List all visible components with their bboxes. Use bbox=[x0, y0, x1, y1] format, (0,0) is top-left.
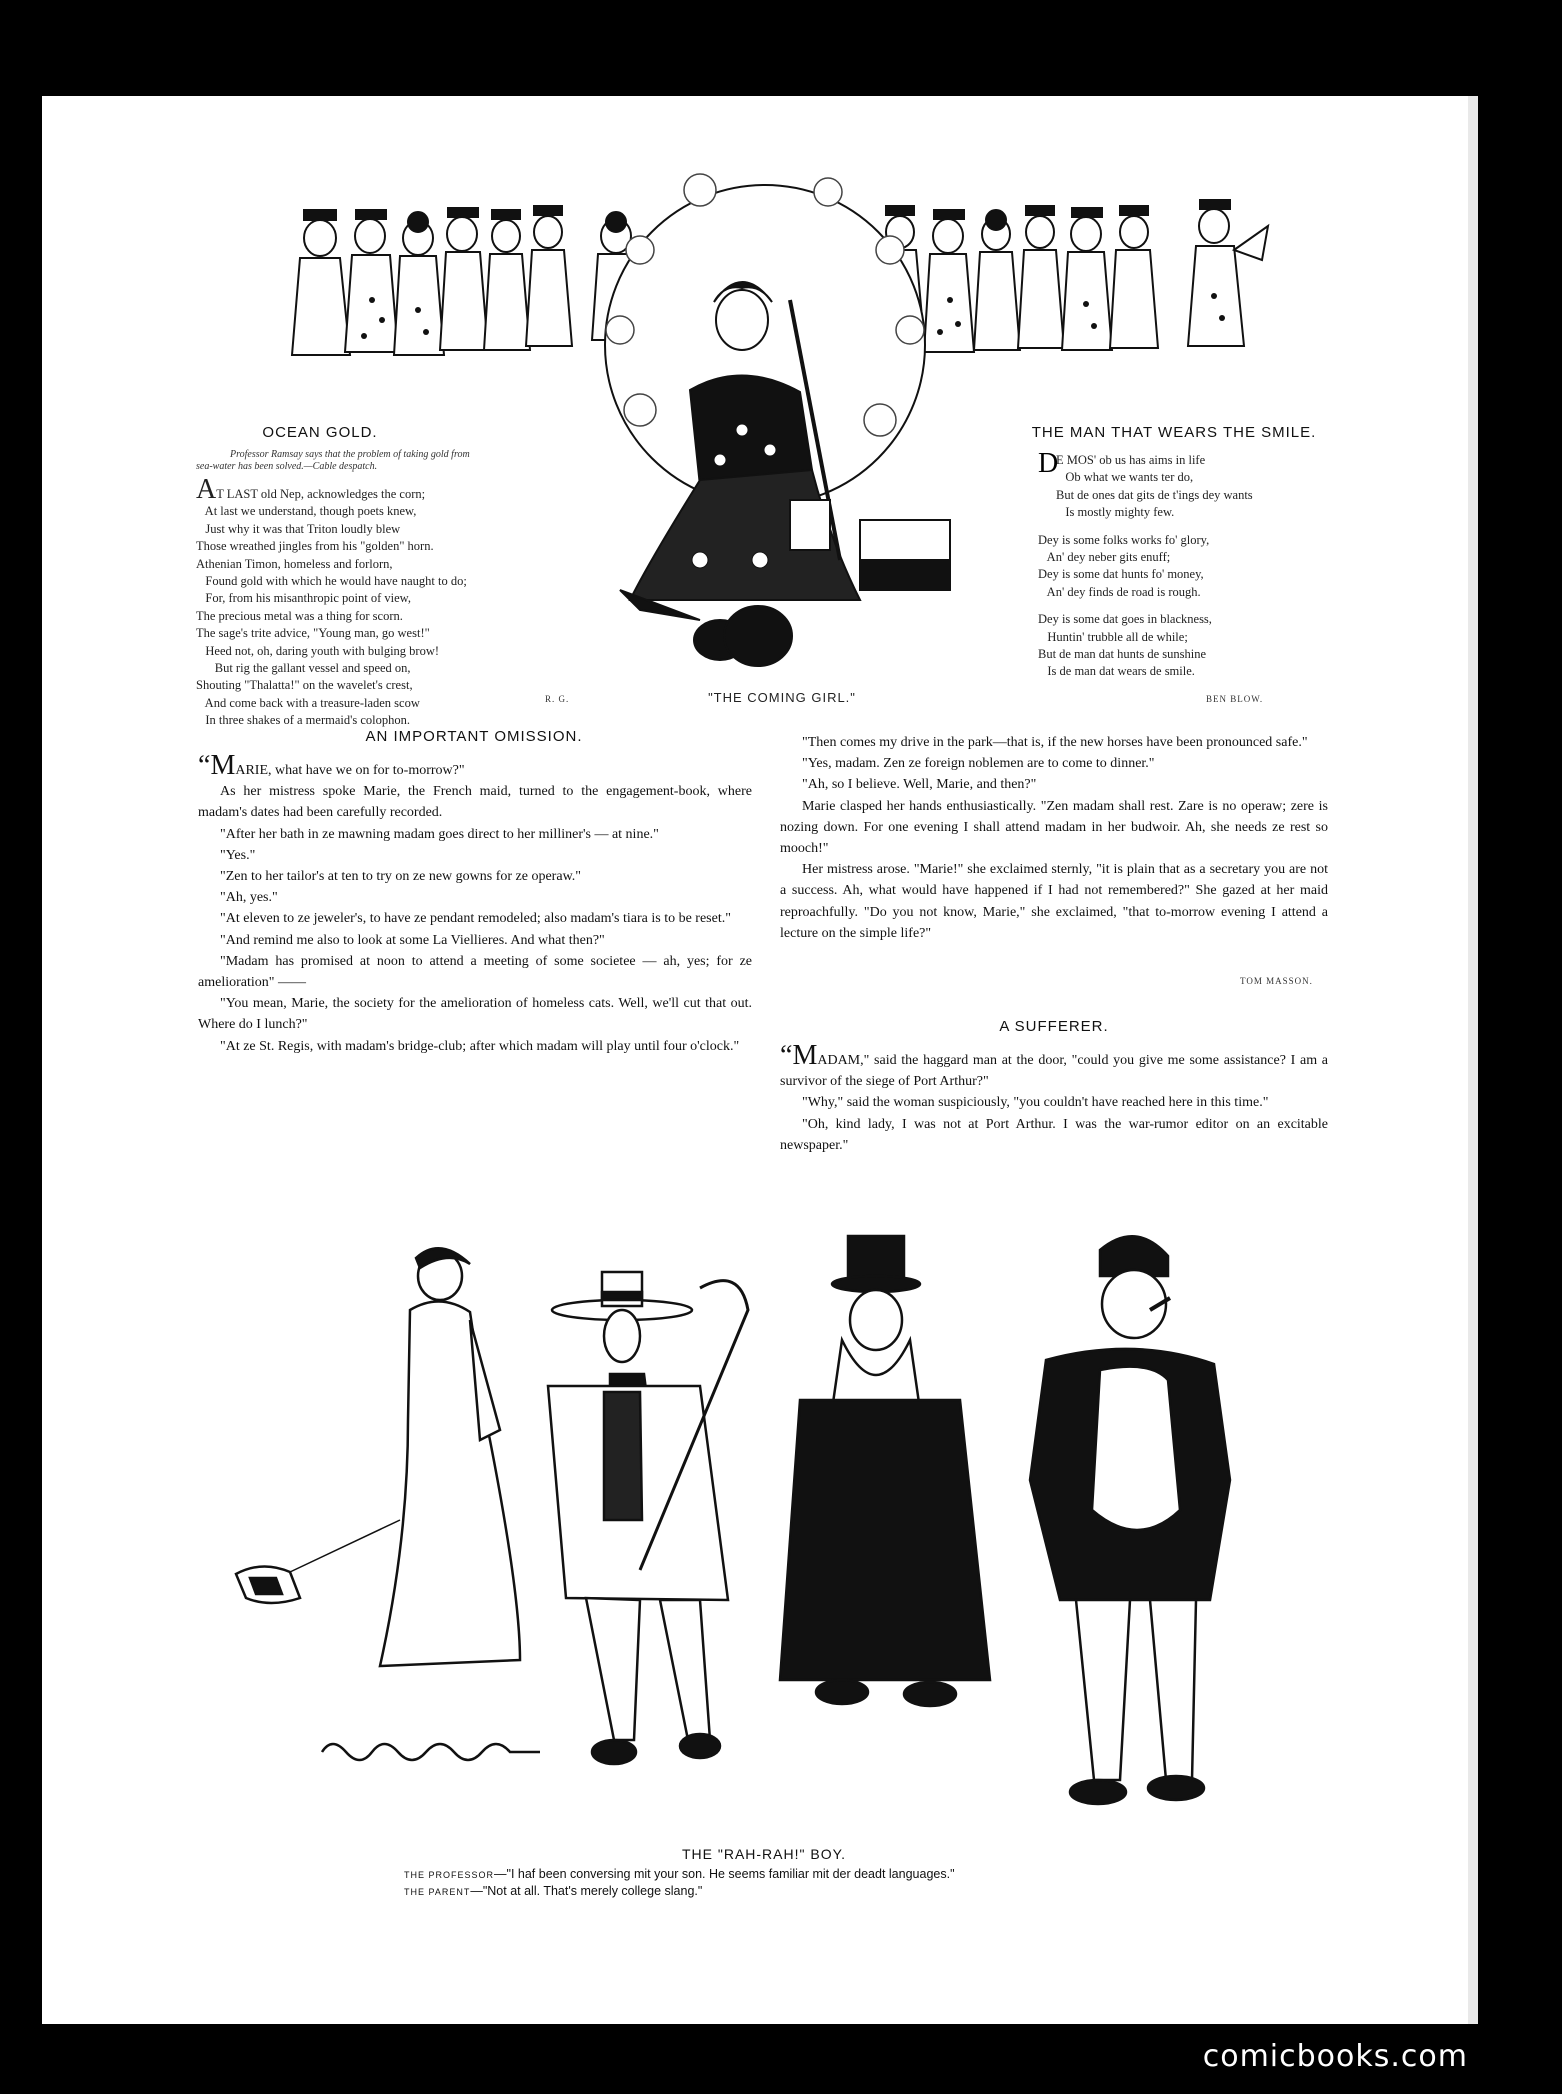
omission-paragraph: "After her bath in ze mawning madam goes direct to her milliner's — at nine." bbox=[220, 826, 659, 842]
omission-column-1 bbox=[198, 750, 752, 1057]
ocean-gold-line: Just why it was that Triton loudly blew bbox=[196, 521, 401, 536]
coming-girl-caption: "THE COMING GIRL." bbox=[708, 690, 856, 705]
sufferer-paragraph: "Oh, kind lady, I was not at Port Arthur. I was the war-rumor editor on an excitable newspaper." bbox=[780, 1116, 1328, 1153]
omission-paragraph: "Yes." bbox=[220, 847, 256, 863]
sufferer-text bbox=[780, 1040, 1328, 1156]
ocean-gold-line: Heed not, oh, daring youth with bulging brow! bbox=[196, 643, 440, 658]
omission-paragraph: "Yes, madam. Zen ze foreign noblemen are to come to dinner." bbox=[802, 756, 1155, 772]
omission-signature: TOM MASSON. bbox=[1240, 976, 1313, 986]
ocean-gold-line: The sage's trite advice, "Young man, go west!" bbox=[196, 626, 430, 641]
omission-paragraphs bbox=[198, 781, 752, 1057]
parent-line bbox=[404, 1883, 1164, 1900]
ocean-gold-signature: R. G. bbox=[545, 694, 570, 704]
signature-scrawl bbox=[322, 1744, 540, 1760]
rah-rah-title: THE "RAH-RAH!" BOY. bbox=[681, 1846, 847, 1862]
omission-paragraph: Her mistress arose. "Marie!" she exclaimed sternly, "it is plain that as a secretary you are not a success. Ah, what would have happened if I had not remembered?" She gazed at her maid reproachfully. "Do you not know, Marie," she exclaimed, "that to-morrow evening I attend a lecture on the simple life?" bbox=[780, 862, 1328, 941]
man-smile-stanza-3: Dey is some dat goes in blackness, Huntin' trubble all de while; But de man dat hunts de sunshine Is de man dat wears de smile. bbox=[1038, 612, 1212, 679]
omission-paragraph: "Ah, yes." bbox=[220, 890, 278, 906]
parent-quote: —"Not at all. That's merely college slang." bbox=[470, 1884, 703, 1898]
man-smile-drop-cap: D bbox=[1038, 448, 1059, 479]
omission-paragraph: "And remind me also to look at some La Viellieres. And what then?" bbox=[220, 932, 605, 948]
omission-paragraph: "At ze St. Regis, with madam's bridge-club; after which madam will play until four o'clock." bbox=[220, 1038, 740, 1054]
ocean-gold-poem bbox=[196, 474, 596, 730]
parent-speaker: THE PARENT bbox=[404, 1887, 471, 1897]
man-smile-poem bbox=[1038, 448, 1338, 681]
ocean-gold-line: But rig the gallant vessel and speed on, bbox=[196, 661, 411, 676]
omission-paragraph: "Then comes my drive in the park—that is, if the new horses have been pronounced safe." bbox=[802, 735, 1308, 750]
rah-rah-dialogue bbox=[404, 1866, 1164, 1900]
ocean-gold-epigraph-line-2: sea-water has been solved.—Cable despatch. bbox=[196, 461, 378, 472]
omission-paragraph: "Madam has promised at noon to attend a meeting of some societee — ah, yes; for ze amelioration" —— bbox=[198, 953, 752, 991]
man-smile-stanza-1: E MOS' ob us has aims in life Ob what we wants ter do, But de ones dat gits de t'ings dey wants Is mostly mighty few. bbox=[1056, 453, 1253, 520]
ocean-gold-lines bbox=[196, 474, 596, 730]
omission-opening: “MARIE, what have we on for to-morrow?" bbox=[198, 750, 465, 781]
ocean-gold-line: At last we understand, though poets knew, bbox=[196, 504, 417, 519]
omission-title: AN IMPORTANT OMISSION. bbox=[365, 728, 583, 745]
omission-continued bbox=[780, 732, 1328, 944]
omission-paragraph: "Zen to her tailor's at ten to try on ze new gowns for ze operaw." bbox=[220, 869, 581, 885]
artist-signature-text: Anderson bbox=[1500, 0, 1562, 17]
professor-line bbox=[404, 1866, 1164, 1883]
man-smile-stanza-2: Dey is some folks works fo' glory, An' dey neber gits enuff; Dey is some dat hunts fo' money, An' dey finds de road is rough. bbox=[1038, 532, 1210, 599]
omission-paragraph: "At eleven to ze jeweler's, to have ze pendant remodeled; also madam's tiara is to be reset." bbox=[220, 911, 731, 927]
ocean-gold-epigraph-line-1: Professor Ramsay says that the problem of taking gold from bbox=[230, 449, 470, 460]
sufferer-drop-cap: “M bbox=[780, 1040, 818, 1071]
watermark: comicbooks.com bbox=[1202, 2039, 1468, 2074]
professor-quote: —"I haf been conversing mit your son. He seems familiar mit der deadt languages." bbox=[494, 1867, 955, 1881]
ocean-gold-line: The precious metal was a thing for scorn. bbox=[196, 608, 403, 623]
sufferer-title: A SUFFERER. bbox=[999, 1018, 1109, 1035]
omission-paragraph: "Ah, so I believe. Well, Marie, and then?" bbox=[802, 777, 1037, 793]
rah-rah-boy-illustration bbox=[0, 1180, 1500, 1820]
omission-paragraph: As her mistress spoke Marie, the French maid, turned to the engagement-book, where madam's dates had been carefully recorded. bbox=[198, 784, 752, 821]
omission-drop-cap: “M bbox=[198, 750, 236, 781]
ocean-gold-line: For, from his misanthropic point of view, bbox=[196, 591, 411, 606]
ocean-gold-epigraph bbox=[196, 449, 596, 473]
omission-paragraph: "You mean, Marie, the society for the amelioration of homeless cats. Well, we'll cut that out. Where do I lunch?" bbox=[198, 996, 752, 1033]
ocean-gold-line: AT LAST old Nep, acknowledges the corn; bbox=[196, 474, 426, 505]
ocean-gold-line: In three shakes of a mermaid's colophon. bbox=[196, 713, 410, 728]
parade-figure-left bbox=[292, 206, 640, 355]
ocean-gold-line: And come back with a treasure-laden scow bbox=[196, 695, 420, 710]
parade-figure-right bbox=[878, 200, 1268, 352]
omission-paragraph: Marie clasped her hands enthusiastically. "Zen madam shall rest. Zare is no operaw; zere is nozing down. For one evening I shall attend madam in her budwoir. Ah, she needs ze rest so mooch!" bbox=[780, 798, 1328, 857]
professor-speaker: THE PROFESSOR bbox=[404, 1870, 495, 1880]
ocean-gold-line: Found gold with which he would have naught to do; bbox=[196, 574, 467, 589]
man-smile-title: THE MAN THAT WEARS THE SMILE. bbox=[1031, 424, 1317, 441]
sufferer-paragraph: "Why," said the woman suspiciously, "you couldn't have reached here in this time." bbox=[802, 1095, 1269, 1111]
ocean-gold-line: Those wreathed jingles from his "golden" horn. bbox=[196, 539, 434, 554]
man-smile-signature: BEN BLOW. bbox=[1206, 694, 1264, 704]
omission-column-2 bbox=[780, 732, 1328, 944]
ocean-gold-title: OCEAN GOLD. bbox=[262, 424, 378, 441]
ocean-gold-line: Athenian Timon, homeless and forlorn, bbox=[196, 556, 393, 571]
ocean-gold-drop-cap: A bbox=[196, 474, 217, 505]
sufferer-opening: “MADAM," said the haggard man at the door, "could you give me some assistance? I am a survivor of the siege of Port Arthur?" bbox=[780, 1040, 1328, 1090]
ocean-gold-line: Shouting "Thalatta!" on the wavelet's crest, bbox=[196, 678, 413, 693]
sufferer-paragraphs bbox=[780, 1092, 1328, 1156]
